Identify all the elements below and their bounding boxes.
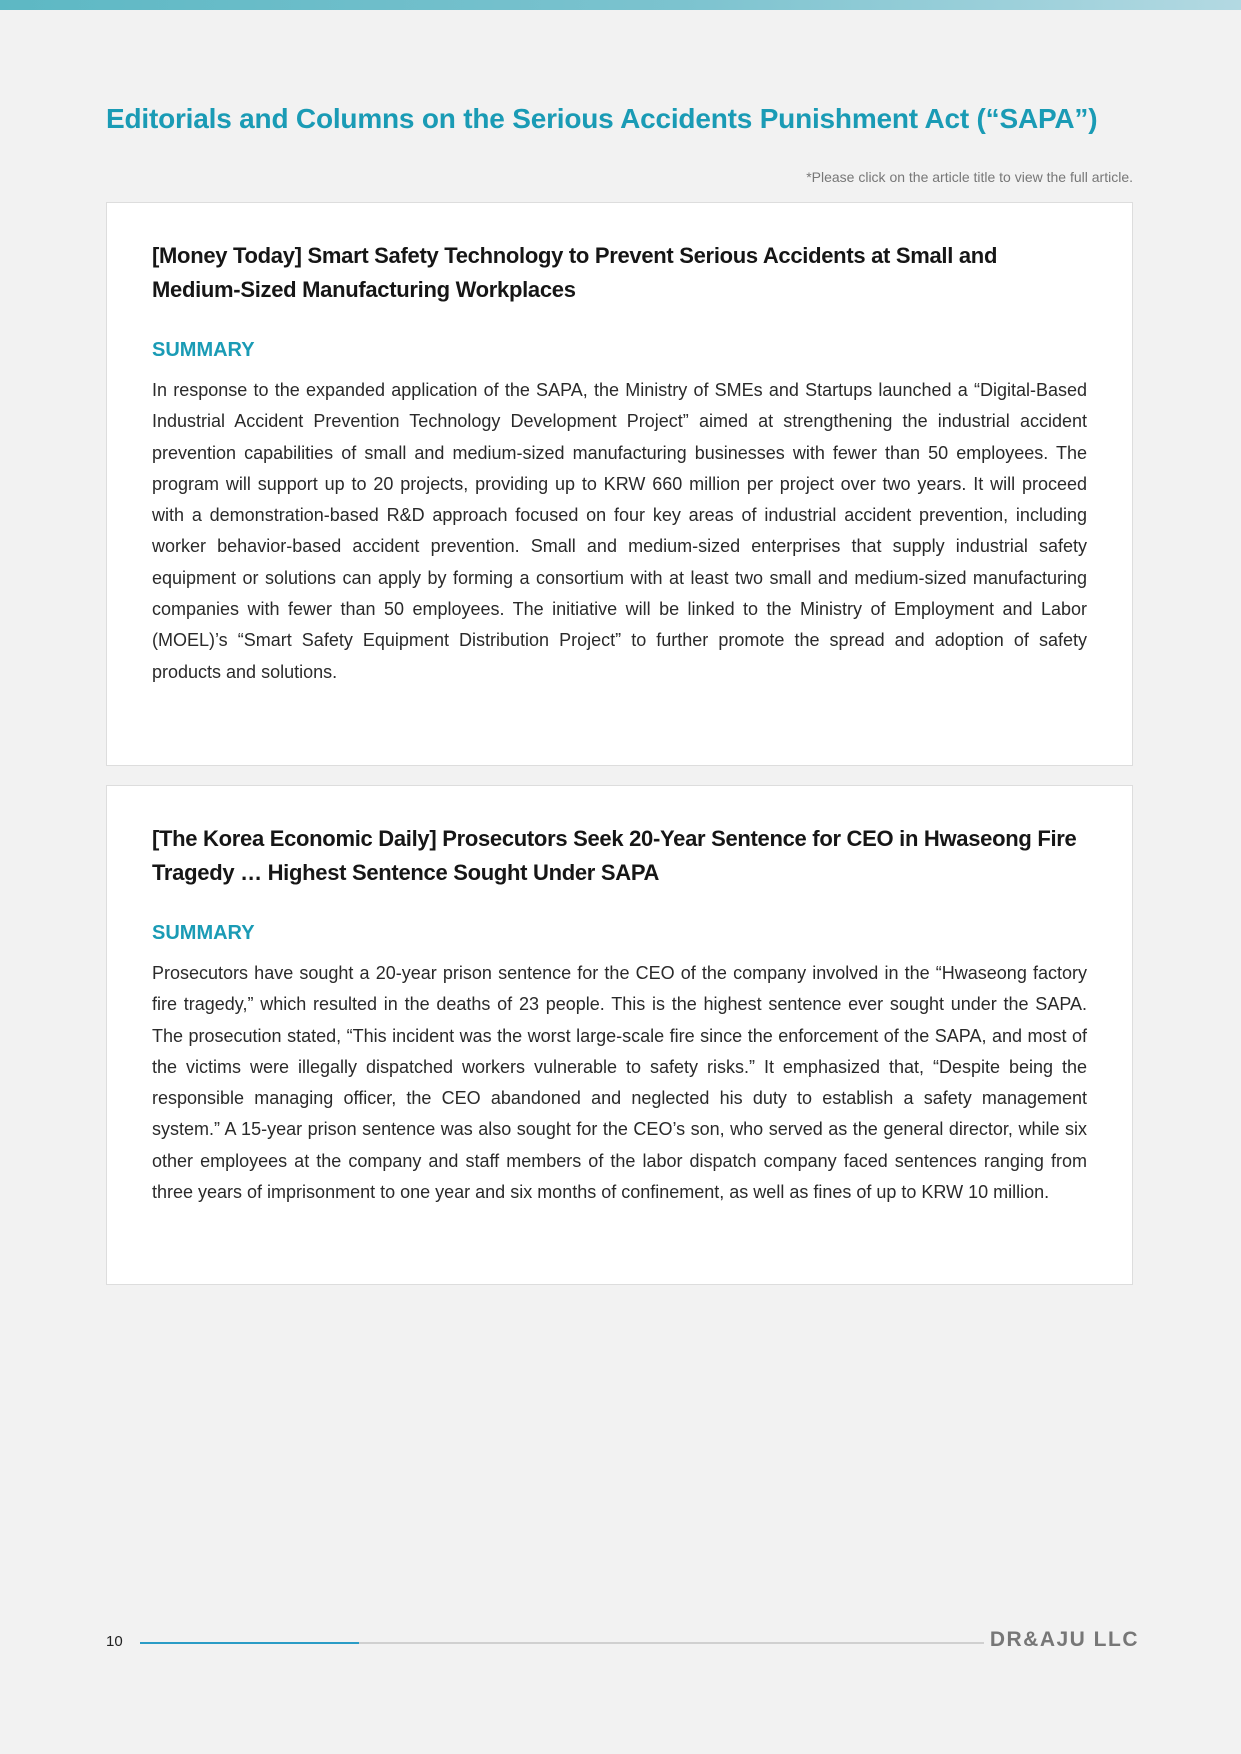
- article-card: [106, 202, 1133, 766]
- page-title: Editorials and Columns on the Serious Accidents Punishment Act (“SAPA”): [106, 103, 1098, 134]
- summary-text: In response to the expanded application of the SAPA, the Ministry of SMEs and Startups launched a “Digital-Based Industrial Accident Prevention Technology Development Project” aimed at strengthening the industrial accident prevention capabilities of small and medium-sized manufacturing businesses with fewer than 50 employees. The program will support up to 20 projects, providing up to KRW 660 million per project over two years. It will proceed with a demonstration-based R&D approach focused on four key areas of industrial accident prevention, including worker behavior-based accident prevention. Small and medium-sized enterprises that supply industrial safety equipment or solutions can apply by forming a consortium with at least two small and medium-sized manufacturing companies with fewer than 50 employees. The initiative will be linked to the Ministry of Employment and Labor (MOEL)’s “Smart Safety Equipment Distribution Project” to further promote the spread and adoption of safety products and solutions.: [152, 380, 1087, 682]
- article-title-link[interactable]: [The Korea Economic Daily] Prosecutors Seek 20-Year Sentence for CEO in Hwaseong Fire Tragedy … Highest Sentence Sought Under SAPA: [152, 826, 1077, 885]
- footer-brand: DR&AJU LLC: [989, 1628, 1139, 1651]
- footer-progress-fill: [140, 1642, 359, 1644]
- article-title: [152, 239, 1087, 307]
- summary-text: Prosecutors have sought a 20-year prison sentence for the CEO of the company involved in the “Hwaseong factory fire tragedy,” which resulted in the deaths of 23 people. This is the highest sentence ever sought under the SAPA. The prosecution stated, “This incident was the worst large-scale fire since the enforcement of the SAPA, and most of the victims were illegally dispatched workers vulnerable to safety risks.” It emphasized that, “Despite being the responsible managing officer, the CEO abandoned and neglected his duty to establish a safety management system.” A 15-year prison sentence was also sought for the CEO’s son, who served as the general director, while six other employees at the company and staff members of the labor dispatch company faced sentences ranging from three years of imprisonment to one year and six months of confinement, as well as fines of up to KRW 10 million.: [152, 963, 1087, 1203]
- summary-label: SUMMARY: [152, 922, 255, 944]
- article-card: [106, 785, 1133, 1285]
- article-title: [152, 822, 1087, 890]
- top-accent-bar: [0, 0, 1241, 10]
- summary-label: SUMMARY: [152, 339, 255, 361]
- article-title-link[interactable]: [Money Today] Smart Safety Technology to Prevent Serious Accidents at Small and Medium-Sized Manufacturing Workplaces: [152, 243, 998, 302]
- page-number: 10: [106, 1633, 123, 1650]
- click-instruction-note: *Please click on the article title to view the full article.: [806, 169, 1133, 185]
- footer-progress-track: [140, 1642, 984, 1644]
